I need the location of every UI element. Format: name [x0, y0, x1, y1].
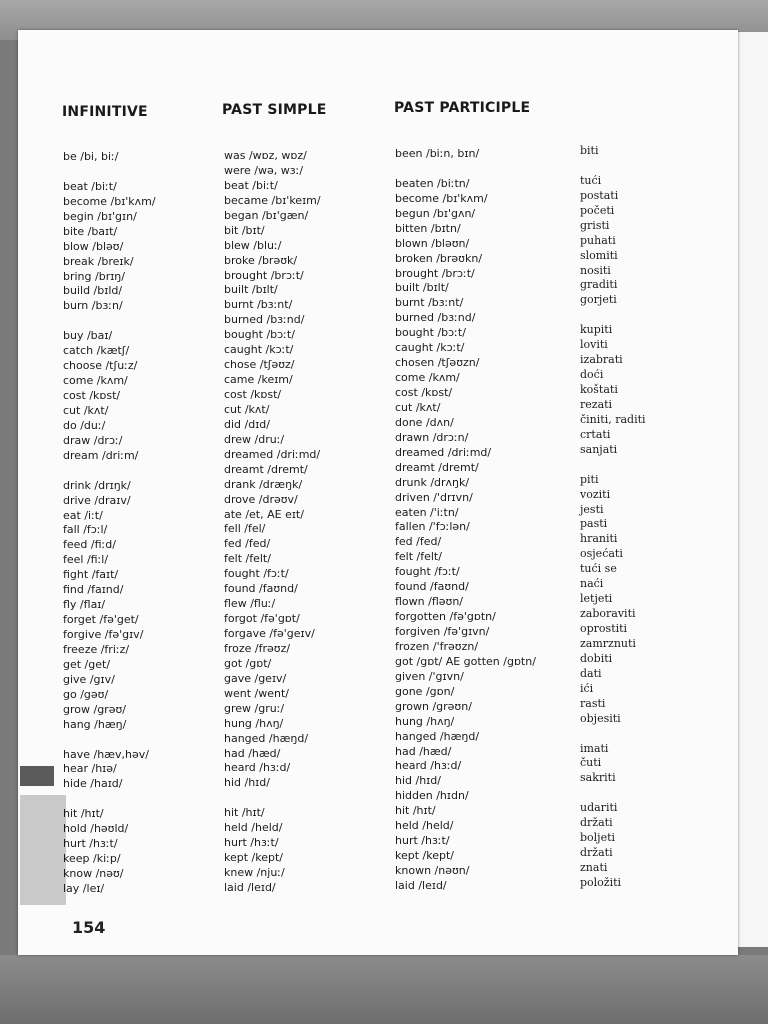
past-participle-entry: heard /hɜːd/	[395, 759, 462, 773]
past-simple-entry: became /bɪ'keɪm/	[224, 193, 321, 207]
past-simple-entry: fell /fel/	[224, 522, 266, 536]
past-simple-entry: hurt /hɜːt/	[224, 836, 279, 850]
past-simple-entry: were /wə, wɜː/	[224, 163, 304, 177]
past-participle-entry: had /hæd/	[395, 744, 452, 758]
infinitive-entry: have /hæv,həv/	[63, 747, 149, 761]
infinitive-entry: bite /baɪt/	[63, 224, 118, 238]
infinitive-entry: come /kʌm/	[63, 374, 128, 388]
past-participle-entry: caught /kɔːt/	[395, 341, 465, 355]
translation-entry: sanjati	[580, 442, 618, 456]
page-number: 154	[72, 918, 106, 937]
past-simple-entry: froze /frəʊz/	[224, 641, 291, 655]
past-participle-entry: bought /bɔːt/	[395, 326, 466, 340]
translation-entry: doći	[580, 368, 604, 382]
translation-entry: slomiti	[580, 248, 618, 262]
infinitive-entry: bring /brɪŋ/	[63, 269, 125, 283]
translation-entry: gorjeti	[580, 293, 617, 307]
past-participle-entry: blown /bləʊn/	[395, 236, 470, 250]
infinitive-entry: feed /fiːd/	[63, 538, 116, 552]
past-simple-entry: laid /leɪd/	[224, 880, 276, 894]
past-participle-entry: hanged /hæŋd/	[395, 729, 480, 743]
translation-entry: rezati	[580, 397, 613, 411]
past-participle-entry: burnt /bɜːnt/	[395, 296, 464, 310]
past-participle-entry: been /biːn, bɪn/	[395, 147, 480, 160]
translation-entry: postati	[580, 188, 619, 202]
translation-entry: crtati	[580, 427, 611, 441]
past-simple-entry: felt /felt/	[224, 552, 271, 566]
infinitive-entry: forget /fə'get/	[63, 613, 139, 627]
past-simple-entry: brought /brɔːt/	[224, 268, 304, 282]
infinitive-entry: get /get/	[63, 657, 111, 671]
infinitive-entry: draw /drɔː/	[63, 433, 123, 447]
past-simple-entry: forgave /fə'geɪv/	[224, 627, 315, 640]
past-simple-entry: hung /hʌŋ/	[224, 716, 284, 730]
past-participle-entry: fallen /'fɔːlən/	[395, 520, 470, 534]
infinitive-entry: break /breɪk/	[63, 254, 134, 268]
translation-entry: udariti	[580, 801, 618, 815]
translation-entry	[580, 457, 646, 472]
past-simple-column	[224, 148, 321, 895]
past-simple-entry: built /bɪlt/	[224, 283, 278, 297]
infinitive-entry: hit /hɪt/	[63, 807, 104, 821]
infinitive-entry: find /faɪnd/	[63, 583, 124, 597]
past-simple-entry: cost /kɒst/	[224, 388, 282, 401]
past-simple-entry: bit /bɪt/	[224, 223, 265, 237]
infinitive-entry: begin /bɪ'gɪn/	[63, 209, 137, 223]
translation-entry: objesiti	[580, 711, 621, 725]
past-simple-entry: came /keɪm/	[224, 373, 293, 387]
translation-entry: znati	[580, 861, 608, 874]
infinitive-entry: cost /kɒst/	[63, 389, 121, 402]
infinitive-entry: know /nəʊ/	[63, 867, 124, 880]
translation-entry: graditi	[580, 278, 618, 292]
past-participle-entry: burned /bɜːnd/	[395, 311, 476, 325]
infinitive-entry: fall /fɔːl/	[63, 523, 108, 537]
translation-entry: voziti	[580, 487, 611, 501]
past-participle-entry: dreamt /dremt/	[395, 460, 479, 474]
past-participle-entry: hid /hɪd/	[395, 774, 441, 788]
scan-bottom-band	[0, 955, 768, 1024]
past-simple-entry: began /bɪ'gæn/	[224, 208, 309, 222]
infinitive-entry	[63, 164, 156, 179]
past-participle-entry: beaten /biːtn/	[395, 176, 470, 190]
infinitive-entry: buy /baɪ/	[63, 329, 113, 343]
infinitive-entry	[63, 791, 156, 806]
infinitive-entry: feel /fiːl/	[63, 553, 109, 567]
translation-entry	[580, 307, 646, 322]
past-participle-entry: become /bɪ'kʌm/	[395, 191, 488, 205]
translation-entry: letjeti	[580, 592, 613, 606]
past-participle-entry: begun /bɪ'gʌn/	[395, 206, 476, 220]
translation-entry: rasti	[580, 696, 606, 710]
translation-entry: nositi	[580, 263, 611, 277]
past-simple-entry: blew /bluː/	[224, 238, 282, 252]
infinitive-entry: hide /haɪd/	[63, 777, 123, 791]
infinitive-entry	[63, 313, 156, 328]
past-participle-entry: forgotten /fə'gɒtn/	[395, 610, 496, 624]
header-past-participle: PAST PARTICIPLE	[394, 100, 531, 116]
translation-entry: pasti	[580, 517, 608, 531]
translation-entry: početi	[580, 203, 615, 217]
infinitive-entry: drink /drɪŋk/	[63, 478, 131, 492]
past-simple-entry: knew /njuː/	[224, 866, 285, 879]
page-tab-dark	[20, 766, 54, 786]
past-simple-entry: found /faʊnd/	[224, 582, 298, 596]
past-simple-entry: had /hæd/	[224, 746, 281, 760]
translation-entry: hraniti	[580, 532, 618, 546]
translation-entry: izabrati	[580, 353, 623, 367]
past-participle-entry: bitten /bɪtn/	[395, 221, 461, 235]
past-participle-entry: done /dʌn/	[395, 415, 454, 429]
past-simple-entry: hanged /hæŋd/	[224, 731, 309, 745]
past-participle-entry: cut /kʌt/	[395, 400, 441, 414]
infinitive-entry: become /bɪ'kʌm/	[63, 194, 156, 208]
past-simple-entry: beat /biːt/	[224, 178, 278, 192]
translation-entry: oprostiti	[580, 622, 628, 635]
infinitive-entry: forgive /fə'gɪv/	[63, 628, 144, 641]
past-participle-entry: frozen /'frəʊzn/	[395, 639, 479, 653]
past-simple-entry	[224, 790, 321, 805]
past-simple-entry: went /went/	[224, 686, 290, 700]
translation-entry	[580, 726, 646, 741]
infinitive-entry: dream /driːm/	[63, 448, 139, 462]
header-infinitive: INFINITIVE	[62, 104, 148, 120]
past-simple-entry: hid /hɪd/	[224, 776, 270, 790]
page-tab-light	[20, 795, 66, 905]
past-participle-entry	[395, 161, 536, 176]
past-participle-entry: dreamed /driːmd/	[395, 445, 492, 459]
infinitive-entry: cut /kʌt/	[63, 403, 109, 417]
infinitive-entry: blow /bləʊ/	[63, 239, 124, 253]
past-participle-entry: got /gɒt/ AE gotten /gɒtn/	[395, 654, 536, 668]
past-participle-entry: built /bɪlt/	[395, 281, 449, 295]
translation-entry: biti	[580, 144, 599, 157]
infinitive-entry: build /bɪld/	[63, 284, 123, 298]
infinitive-entry: be /bi, biː/	[63, 150, 119, 163]
translation-entry: tući se	[580, 562, 617, 576]
translation-entry: loviti	[580, 338, 608, 352]
past-simple-entry: chose /tʃəʊz/	[224, 358, 295, 372]
past-simple-entry: was /wɒz, wɒz/	[224, 149, 307, 162]
past-simple-entry: fought /fɔːt/	[224, 567, 289, 581]
translation-entry: imati	[580, 741, 609, 755]
translation-entry: gristi	[580, 218, 610, 232]
infinitive-entry	[63, 463, 156, 478]
past-simple-entry: bought /bɔːt/	[224, 328, 295, 342]
translation-entry: dati	[580, 666, 602, 680]
infinitive-entry: hold /həʊld/	[63, 822, 129, 836]
translation-entry: držati	[580, 816, 613, 830]
infinitive-entry: drive /draɪv/	[63, 493, 131, 507]
past-simple-entry: drove /drəʊv/	[224, 492, 298, 506]
infinitive-entry: hang /hæŋ/	[63, 717, 127, 731]
past-participle-entry: hidden /hɪdn/	[395, 789, 469, 803]
past-simple-entry: cut /kʌt/	[224, 402, 270, 416]
past-participle-entry: known /nəʊn/	[395, 864, 470, 877]
past-participle-entry: gone /gɒn/	[395, 684, 455, 698]
past-participle-entry: given /'gɪvn/	[395, 669, 464, 683]
past-participle-entry: grown /grəʊn/	[395, 699, 472, 713]
infinitive-entry: go /gəʊ/	[63, 687, 109, 701]
translation-entry: položiti	[580, 875, 622, 889]
past-participle-entry: chosen /tʃəʊzn/	[395, 356, 480, 370]
translation-entry	[580, 158, 646, 173]
past-simple-entry: held /held/	[224, 821, 283, 835]
infinitive-entry: do /duː/	[63, 418, 106, 432]
past-simple-entry: forgot /fə'gɒt/	[224, 612, 300, 626]
infinitive-entry	[63, 732, 156, 747]
translation-entry: držati	[580, 846, 613, 860]
translation-entry: naći	[580, 577, 604, 591]
past-participle-column	[395, 146, 536, 893]
infinitive-entry: give /gɪv/	[63, 672, 115, 686]
past-participle-entry: forgiven /fə'gɪvn/	[395, 625, 490, 638]
past-simple-entry: kept /kept/	[224, 851, 283, 865]
translation-entry: činiti, raditi	[580, 412, 646, 426]
infinitive-entry: choose /tʃuːz/	[63, 359, 138, 373]
infinitive-entry: beat /biːt/	[63, 179, 117, 193]
past-simple-entry: got /gɒt/	[224, 656, 272, 670]
translation-entry: kupiti	[580, 323, 613, 337]
infinitive-entry: hurt /hɜːt/	[63, 837, 118, 851]
past-participle-entry: come /kʌm/	[395, 371, 460, 385]
translation-entry: koštati	[580, 383, 618, 396]
infinitive-entry: fight /faɪt/	[63, 568, 119, 582]
header-past-simple: PAST SIMPLE	[222, 102, 327, 118]
past-simple-entry: drank /dræŋk/	[224, 477, 303, 491]
infinitive-entry: freeze /friːz/	[63, 642, 130, 656]
translation-entry: osjećati	[580, 547, 623, 561]
translation-entry: piti	[580, 472, 599, 486]
past-participle-entry: felt /felt/	[395, 550, 442, 564]
translation-entry: dobiti	[580, 651, 613, 665]
past-participle-entry: found /faʊnd/	[395, 580, 469, 594]
infinitive-column	[63, 149, 156, 896]
translation-entry: zaboraviti	[580, 607, 636, 621]
infinitive-entry: hear /hɪə/	[63, 762, 117, 776]
translation-entry: boljeti	[580, 831, 616, 845]
translation-entry: zamrznuti	[580, 636, 636, 650]
past-simple-entry: ate /et, AE eɪt/	[224, 507, 304, 521]
past-simple-entry: burnt /bɜːnt/	[224, 298, 293, 312]
infinitive-entry: catch /kætʃ/	[63, 344, 130, 358]
past-simple-entry: heard /hɜːd/	[224, 761, 291, 775]
past-simple-entry: fed /fed/	[224, 537, 271, 551]
past-simple-entry: burned /bɜːnd/	[224, 313, 305, 327]
past-simple-entry: hit /hɪt/	[224, 806, 265, 820]
translation-entry: jesti	[580, 502, 604, 516]
past-simple-entry: gave /geɪv/	[224, 671, 287, 685]
past-simple-entry: dreamed /driːmd/	[224, 447, 321, 461]
past-participle-entry: driven /'drɪvn/	[395, 490, 473, 504]
past-participle-entry: flown /fləʊn/	[395, 595, 463, 609]
translation-column	[580, 143, 646, 890]
translation-entry: puhati	[580, 233, 616, 247]
infinitive-entry: lay /leɪ/	[63, 881, 105, 895]
translation-entry: ići	[580, 681, 594, 695]
infinitive-entry: fly /flaɪ/	[63, 598, 106, 612]
past-simple-entry: drew /druː/	[224, 432, 285, 446]
past-participle-entry: hit /hɪt/	[395, 804, 436, 818]
past-participle-entry: fought /fɔːt/	[395, 565, 460, 579]
past-simple-entry: broke /brəʊk/	[224, 253, 298, 267]
infinitive-entry: burn /bɜːn/	[63, 299, 123, 313]
translation-entry	[580, 785, 646, 800]
past-participle-entry: fed /fed/	[395, 535, 442, 549]
infinitive-entry: eat /iːt/	[63, 508, 103, 522]
past-participle-entry: laid /leɪd/	[395, 878, 447, 892]
infinitive-entry: grow /grəʊ/	[63, 702, 126, 716]
past-participle-entry: broken /brəʊkn/	[395, 251, 483, 265]
past-participle-entry: drawn /drɔːn/	[395, 430, 469, 444]
past-simple-entry: dreamt /dremt/	[224, 462, 308, 476]
past-participle-entry: cost /kɒst/	[395, 386, 453, 399]
translation-entry: čuti	[580, 756, 602, 770]
past-simple-entry: grew /gruː/	[224, 701, 285, 715]
translation-entry: sakriti	[580, 771, 616, 785]
past-simple-entry: caught /kɔːt/	[224, 343, 294, 357]
past-participle-entry: eaten /'iːtn/	[395, 505, 459, 519]
past-simple-entry: flew /fluː/	[224, 597, 276, 611]
translation-entry: tući	[580, 173, 602, 187]
past-participle-entry: hurt /hɜːt/	[395, 834, 450, 848]
past-participle-entry: drunk /drʌŋk/	[395, 475, 470, 489]
past-participle-entry: hung /hʌŋ/	[395, 714, 455, 728]
infinitive-entry: keep /kiːp/	[63, 852, 121, 866]
past-simple-entry: did /dɪd/	[224, 417, 270, 431]
past-participle-entry: held /held/	[395, 819, 454, 833]
past-participle-entry: brought /brɔːt/	[395, 266, 475, 280]
past-participle-entry: kept /kept/	[395, 849, 454, 863]
